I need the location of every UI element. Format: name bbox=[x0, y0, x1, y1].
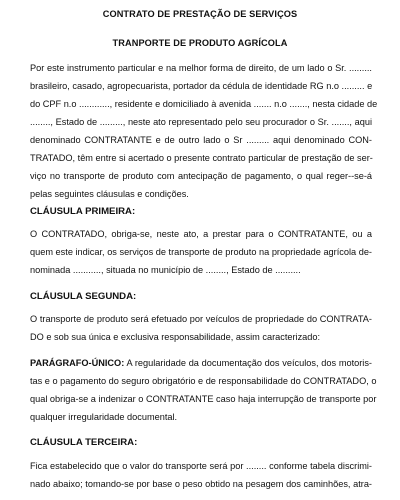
paragraph-line: qual obriga-se a indenizar o CONTRATANTE caso haja interrupção de transporte por bbox=[30, 394, 377, 404]
intro-line: ........, Estado de ........., neste ato representado pelo seu procurador o Sr. ......., aqui bbox=[30, 117, 372, 127]
document-title: CONTRATO DE PRESTAÇÃO DE SERVIÇOS bbox=[102, 9, 298, 19]
clause-heading: CLÁUSULA PRIMEIRA: bbox=[30, 206, 136, 217]
paragraph-line bbox=[30, 357, 372, 369]
intro-line: brasileiro, casado, agropecuarista, portador da cédula de identidade RG n.o ......... e bbox=[30, 81, 373, 91]
intro-line: Por este instrumento particular e na melhor forma de direito, de um lado o Sr. ......... bbox=[30, 63, 372, 73]
clause-line: O CONTRATADO, obriga-se, neste ato, a prestar para o CONTRATANTE, ou a bbox=[30, 229, 372, 239]
intro-line: do CPF n.o ............, residente e domiciliado à avenida ....... n.o ......., nesta cidade de bbox=[30, 99, 378, 109]
clause-line: DO e sob sua única e exclusiva responsabilidade, assim caracterizado: bbox=[30, 332, 321, 342]
clause-line: Fica estabelecido que o valor do transporte será por ........ conforme tabela discrimi- bbox=[30, 461, 372, 471]
clause-heading: CLÁUSULA TERCEIRA: bbox=[30, 437, 138, 448]
clause-line: nominada ..........., situada no município de ........, Estado de .......... bbox=[30, 265, 301, 275]
document-subtitle: TRANPORTE DE PRODUTO AGRÍCOLA bbox=[112, 38, 288, 48]
paragraph-text: A regularidade da documentação dos veículos, dos motoris- bbox=[124, 358, 372, 368]
intro-line: viço no transporte de produto com antecipação de pagamento, o qual reger--se-á bbox=[30, 171, 372, 181]
clause-line: quem este indicar, os serviços de transporte de produto na propriedade agrícola de- bbox=[30, 247, 372, 257]
clause-line: nado abaixo; tomando-se por base o peso obtido na pesagem dos caminhões, atra- bbox=[30, 479, 372, 489]
clause-heading: CLÁUSULA SEGUNDA: bbox=[30, 291, 137, 302]
paragraph-line: tas e o pagamento do seguro obrigatório e de responsabilidade do CONTRATADO, o bbox=[30, 376, 377, 386]
intro-line: TRATADO, têm entre si acertado o presente contrato particular de prestação de ser- bbox=[30, 153, 373, 163]
intro-line: denominado CONTRATANTE e de outro lado o Sr ......... aqui denominado CON- bbox=[30, 135, 372, 145]
intro-line: pelas seguintes cláusulas e condições. bbox=[30, 189, 189, 199]
clause-line: O transporte de produto será efetuado por veículos de propriedade do CONTRATA- bbox=[30, 314, 372, 324]
paragraph-label: PARÁGRAFO-ÚNICO: bbox=[30, 358, 125, 368]
paragraph-line: qualquer irregularidade documental. bbox=[30, 412, 178, 422]
